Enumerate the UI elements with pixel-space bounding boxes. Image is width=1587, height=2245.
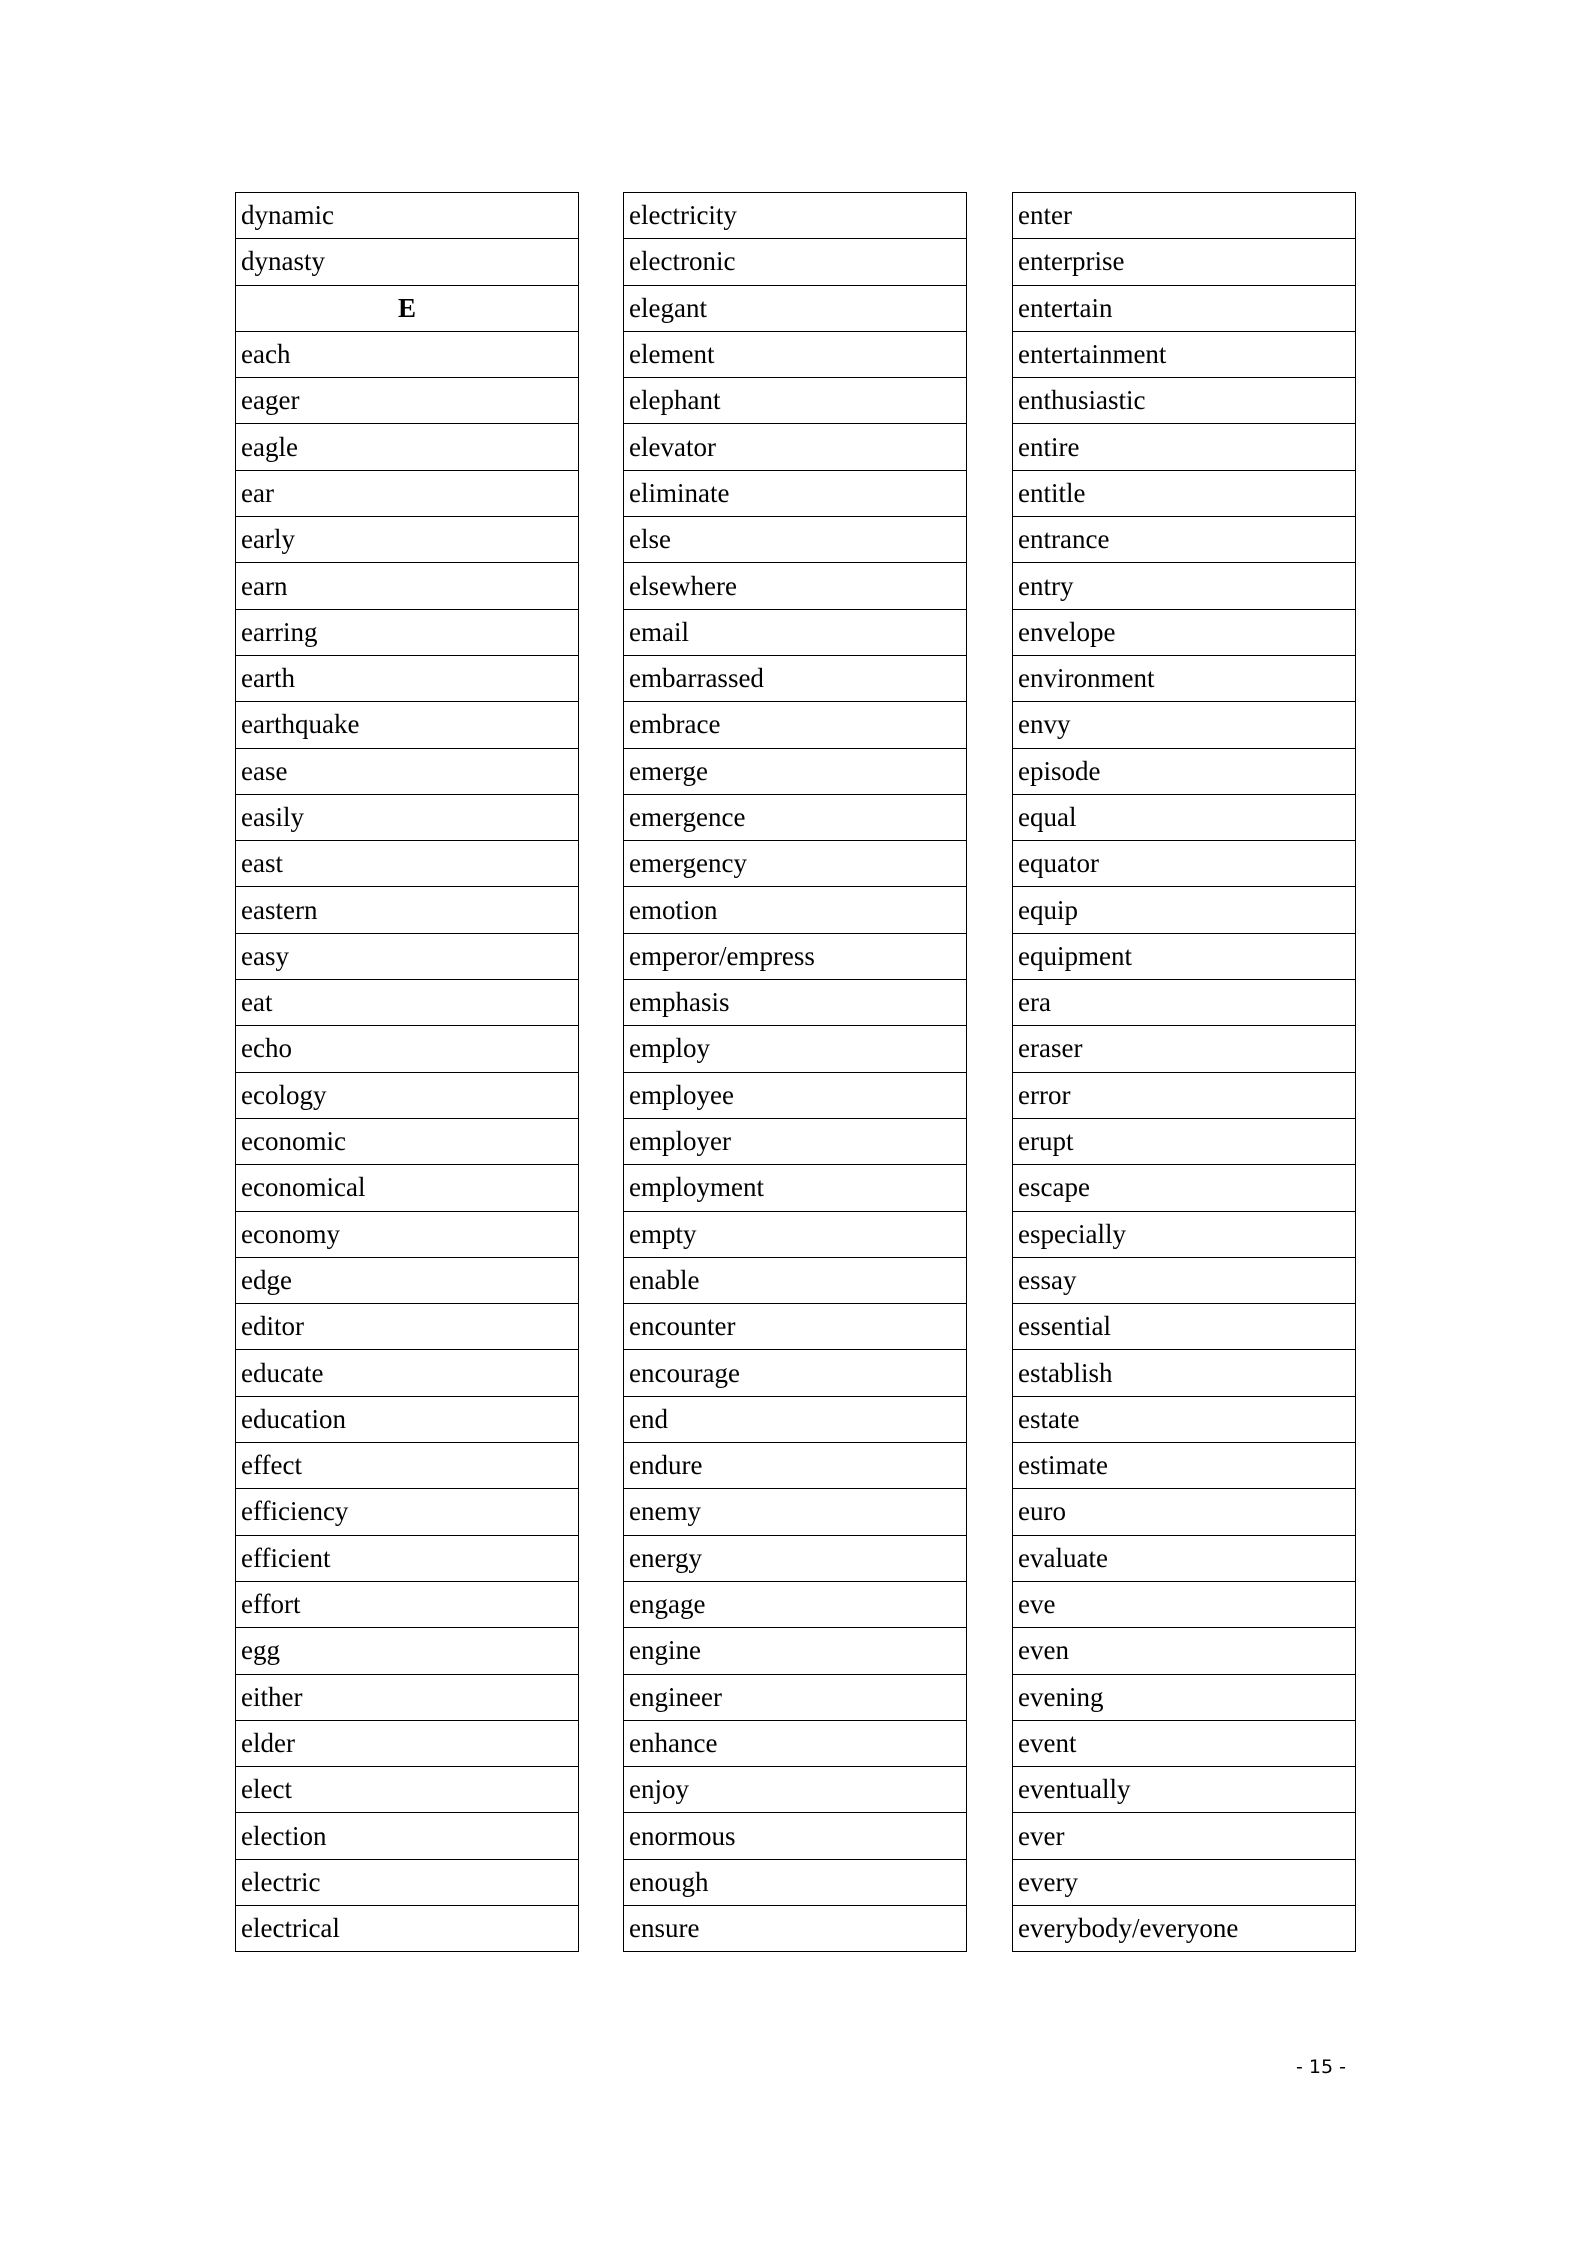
table-row [624, 1443, 967, 1489]
word-cell: employer [624, 1118, 967, 1164]
word-cell: easy [236, 933, 579, 979]
word-table-column-2 [623, 192, 967, 1952]
table-row [1013, 517, 1356, 563]
word-cell: eliminate [624, 470, 967, 516]
table-row [236, 424, 579, 470]
table-row [1013, 887, 1356, 933]
word-cell: ecology [236, 1072, 579, 1118]
word-cell: each [236, 331, 579, 377]
word-cell: estimate [1013, 1443, 1356, 1489]
word-cell: enough [624, 1859, 967, 1905]
table-row [1013, 1072, 1356, 1118]
word-cell: emotion [624, 887, 967, 933]
table-row [1013, 424, 1356, 470]
word-cell: electrical [236, 1905, 579, 1951]
table-row [236, 1072, 579, 1118]
table-row [236, 1304, 579, 1350]
table-row [624, 1535, 967, 1581]
word-cell: efficient [236, 1535, 579, 1581]
table-row [236, 1813, 579, 1859]
table-row [1013, 1350, 1356, 1396]
table-row [624, 1396, 967, 1442]
word-cell: envelope [1013, 609, 1356, 655]
word-cell: error [1013, 1072, 1356, 1118]
table-row [236, 933, 579, 979]
table-row [624, 1072, 967, 1118]
word-cell: editor [236, 1304, 579, 1350]
word-cell: enter [1013, 193, 1356, 239]
table-row [624, 841, 967, 887]
word-cell: earn [236, 563, 579, 609]
table-row [1013, 933, 1356, 979]
word-cell: emergence [624, 794, 967, 840]
table-row [236, 1165, 579, 1211]
table-row [624, 517, 967, 563]
table-row [1013, 193, 1356, 239]
table-row [236, 841, 579, 887]
table-row [236, 1489, 579, 1535]
word-cell: emerge [624, 748, 967, 794]
word-cell: electronic [624, 239, 967, 285]
table-row [1013, 1905, 1356, 1951]
word-cell: employee [624, 1072, 967, 1118]
word-cell: earring [236, 609, 579, 655]
word-cell: enormous [624, 1813, 967, 1859]
word-cell: ease [236, 748, 579, 794]
table-row [236, 1257, 579, 1303]
word-cell: enterprise [1013, 239, 1356, 285]
table-row [1013, 1767, 1356, 1813]
table-row [624, 285, 967, 331]
word-cell: entitle [1013, 470, 1356, 516]
table-row [624, 1767, 967, 1813]
table-row [624, 424, 967, 470]
table-row [624, 1674, 967, 1720]
table-row [1013, 470, 1356, 516]
table-row [624, 609, 967, 655]
word-cell: elsewhere [624, 563, 967, 609]
word-cell: elder [236, 1720, 579, 1766]
table-row [624, 655, 967, 701]
word-cell: ensure [624, 1905, 967, 1951]
word-cell: establish [1013, 1350, 1356, 1396]
word-cell: every [1013, 1859, 1356, 1905]
word-cell: eastern [236, 887, 579, 933]
table-row [236, 1535, 579, 1581]
word-cell: evaluate [1013, 1535, 1356, 1581]
table-row [1013, 1813, 1356, 1859]
word-cell: echo [236, 1026, 579, 1072]
word-cell: enhance [624, 1720, 967, 1766]
table-row [236, 563, 579, 609]
table-row [236, 1720, 579, 1766]
word-cell: enemy [624, 1489, 967, 1535]
word-cell: endure [624, 1443, 967, 1489]
word-cell: entertain [1013, 285, 1356, 331]
word-cell: elevator [624, 424, 967, 470]
table-row [624, 748, 967, 794]
table-row [1013, 1720, 1356, 1766]
table-row [236, 655, 579, 701]
word-table-column-3 [1012, 192, 1356, 1952]
word-cell: effect [236, 1443, 579, 1489]
table-row [236, 887, 579, 933]
word-cell: engage [624, 1581, 967, 1627]
word-cell: elegant [624, 285, 967, 331]
table-row [236, 1581, 579, 1627]
table-row [1013, 285, 1356, 331]
table-row [624, 980, 967, 1026]
word-cell: east [236, 841, 579, 887]
table-row [1013, 1443, 1356, 1489]
word-cell: electricity [624, 193, 967, 239]
table-row [236, 1350, 579, 1396]
word-cell: entertainment [1013, 331, 1356, 377]
word-cell: earth [236, 655, 579, 701]
word-cell: embarrassed [624, 655, 967, 701]
table-row [1013, 1304, 1356, 1350]
table-row [1013, 748, 1356, 794]
word-cell: equipment [1013, 933, 1356, 979]
table-row [624, 1118, 967, 1164]
table-row [1013, 1026, 1356, 1072]
word-cell: emergency [624, 841, 967, 887]
word-cell: episode [1013, 748, 1356, 794]
table-row [1013, 1165, 1356, 1211]
word-cell: economical [236, 1165, 579, 1211]
word-cell: effort [236, 1581, 579, 1627]
word-cell: electric [236, 1859, 579, 1905]
word-cell: entire [1013, 424, 1356, 470]
table-row [1013, 1674, 1356, 1720]
word-cell: enthusiastic [1013, 378, 1356, 424]
table-row [236, 1118, 579, 1164]
table-row [1013, 1859, 1356, 1905]
table-row [624, 1489, 967, 1535]
word-cell: easily [236, 794, 579, 840]
word-cell: early [236, 517, 579, 563]
word-cell: else [624, 517, 967, 563]
word-cell: dynamic [236, 193, 579, 239]
word-cell: either [236, 1674, 579, 1720]
word-cell: eventually [1013, 1767, 1356, 1813]
word-cell: earthquake [236, 702, 579, 748]
word-cell: especially [1013, 1211, 1356, 1257]
table-row [236, 609, 579, 655]
table-row [1013, 378, 1356, 424]
word-cell: equal [1013, 794, 1356, 840]
table-row [236, 378, 579, 424]
word-cell: elephant [624, 378, 967, 424]
table-row [624, 887, 967, 933]
table-row [1013, 702, 1356, 748]
word-cell: eraser [1013, 1026, 1356, 1072]
page-number: - 15 - [1296, 2056, 1346, 2078]
table-row [236, 1443, 579, 1489]
word-cell: envy [1013, 702, 1356, 748]
word-cell: element [624, 331, 967, 377]
table-row [624, 1257, 967, 1303]
word-cell: enable [624, 1257, 967, 1303]
word-cell: engine [624, 1628, 967, 1674]
table-row [236, 1905, 579, 1951]
table-row [1013, 841, 1356, 887]
table-row [1013, 1257, 1356, 1303]
table-row [1013, 331, 1356, 377]
table-row [236, 748, 579, 794]
word-cell: estate [1013, 1396, 1356, 1442]
word-cell: environment [1013, 655, 1356, 701]
table-row [236, 517, 579, 563]
table-row [624, 1905, 967, 1951]
word-cell: dynasty [236, 239, 579, 285]
table-row [624, 1211, 967, 1257]
word-cell: encounter [624, 1304, 967, 1350]
table-row [624, 1581, 967, 1627]
table-row [624, 702, 967, 748]
word-cell: emphasis [624, 980, 967, 1026]
table-row [624, 1165, 967, 1211]
word-cell: entrance [1013, 517, 1356, 563]
table-row [624, 1350, 967, 1396]
table-row [236, 794, 579, 840]
word-cell: equip [1013, 887, 1356, 933]
word-cell: elect [236, 1767, 579, 1813]
letter-heading: E [236, 285, 579, 331]
table-row [624, 470, 967, 516]
word-cell: enjoy [624, 1767, 967, 1813]
word-cell: essay [1013, 1257, 1356, 1303]
word-cell: election [236, 1813, 579, 1859]
word-cell: employ [624, 1026, 967, 1072]
table-row [624, 1813, 967, 1859]
word-cell: emperor/empress [624, 933, 967, 979]
table-row [236, 702, 579, 748]
word-cell: euro [1013, 1489, 1356, 1535]
table-row [1013, 609, 1356, 655]
word-cell: eve [1013, 1581, 1356, 1627]
table-row [1013, 563, 1356, 609]
word-cell: eagle [236, 424, 579, 470]
word-cell: evening [1013, 1674, 1356, 1720]
table-row [624, 378, 967, 424]
table-row [624, 239, 967, 285]
table-row [236, 193, 579, 239]
table-row [236, 470, 579, 516]
word-cell: engineer [624, 1674, 967, 1720]
table-row [624, 933, 967, 979]
table-row [1013, 1489, 1356, 1535]
table-row [624, 563, 967, 609]
table-row [624, 1720, 967, 1766]
table-row [236, 1859, 579, 1905]
word-cell: economic [236, 1118, 579, 1164]
table-row [624, 1026, 967, 1072]
table-row [624, 794, 967, 840]
word-cell: eager [236, 378, 579, 424]
table-row [236, 1767, 579, 1813]
table-row [236, 1628, 579, 1674]
table-row [1013, 794, 1356, 840]
table-row [1013, 1535, 1356, 1581]
table-row [1013, 1581, 1356, 1627]
table-row [624, 193, 967, 239]
table-row [236, 980, 579, 1026]
word-cell: everybody/everyone [1013, 1905, 1356, 1951]
table-row [1013, 1118, 1356, 1164]
word-cell: event [1013, 1720, 1356, 1766]
word-cell: escape [1013, 1165, 1356, 1211]
word-cell: entry [1013, 563, 1356, 609]
table-row [624, 1859, 967, 1905]
word-cell: essential [1013, 1304, 1356, 1350]
word-cell: employment [624, 1165, 967, 1211]
table-row [1013, 655, 1356, 701]
word-cell: eat [236, 980, 579, 1026]
table-row [236, 331, 579, 377]
table-row [1013, 980, 1356, 1026]
word-cell: ear [236, 470, 579, 516]
word-table-column-1 [235, 192, 579, 1952]
word-cell: email [624, 609, 967, 655]
table-row [624, 1304, 967, 1350]
word-cell: educate [236, 1350, 579, 1396]
word-cell: egg [236, 1628, 579, 1674]
word-cell: ever [1013, 1813, 1356, 1859]
table-row [236, 239, 579, 285]
table-row [624, 331, 967, 377]
word-cell: edge [236, 1257, 579, 1303]
table-row [624, 1628, 967, 1674]
table-row [1013, 1396, 1356, 1442]
table-row [1013, 1628, 1356, 1674]
word-cell: education [236, 1396, 579, 1442]
word-cell: empty [624, 1211, 967, 1257]
word-cell: erupt [1013, 1118, 1356, 1164]
word-cell: equator [1013, 841, 1356, 887]
word-cell: era [1013, 980, 1356, 1026]
table-row [236, 1026, 579, 1072]
word-cell: economy [236, 1211, 579, 1257]
letter-heading-row [236, 285, 579, 331]
table-row [236, 1211, 579, 1257]
word-cell: even [1013, 1628, 1356, 1674]
table-row [1013, 239, 1356, 285]
word-cell: efficiency [236, 1489, 579, 1535]
word-cell: encourage [624, 1350, 967, 1396]
table-row [236, 1674, 579, 1720]
table-row [1013, 1211, 1356, 1257]
word-cell: energy [624, 1535, 967, 1581]
table-row [236, 1396, 579, 1442]
word-cell: embrace [624, 702, 967, 748]
word-cell: end [624, 1396, 967, 1442]
